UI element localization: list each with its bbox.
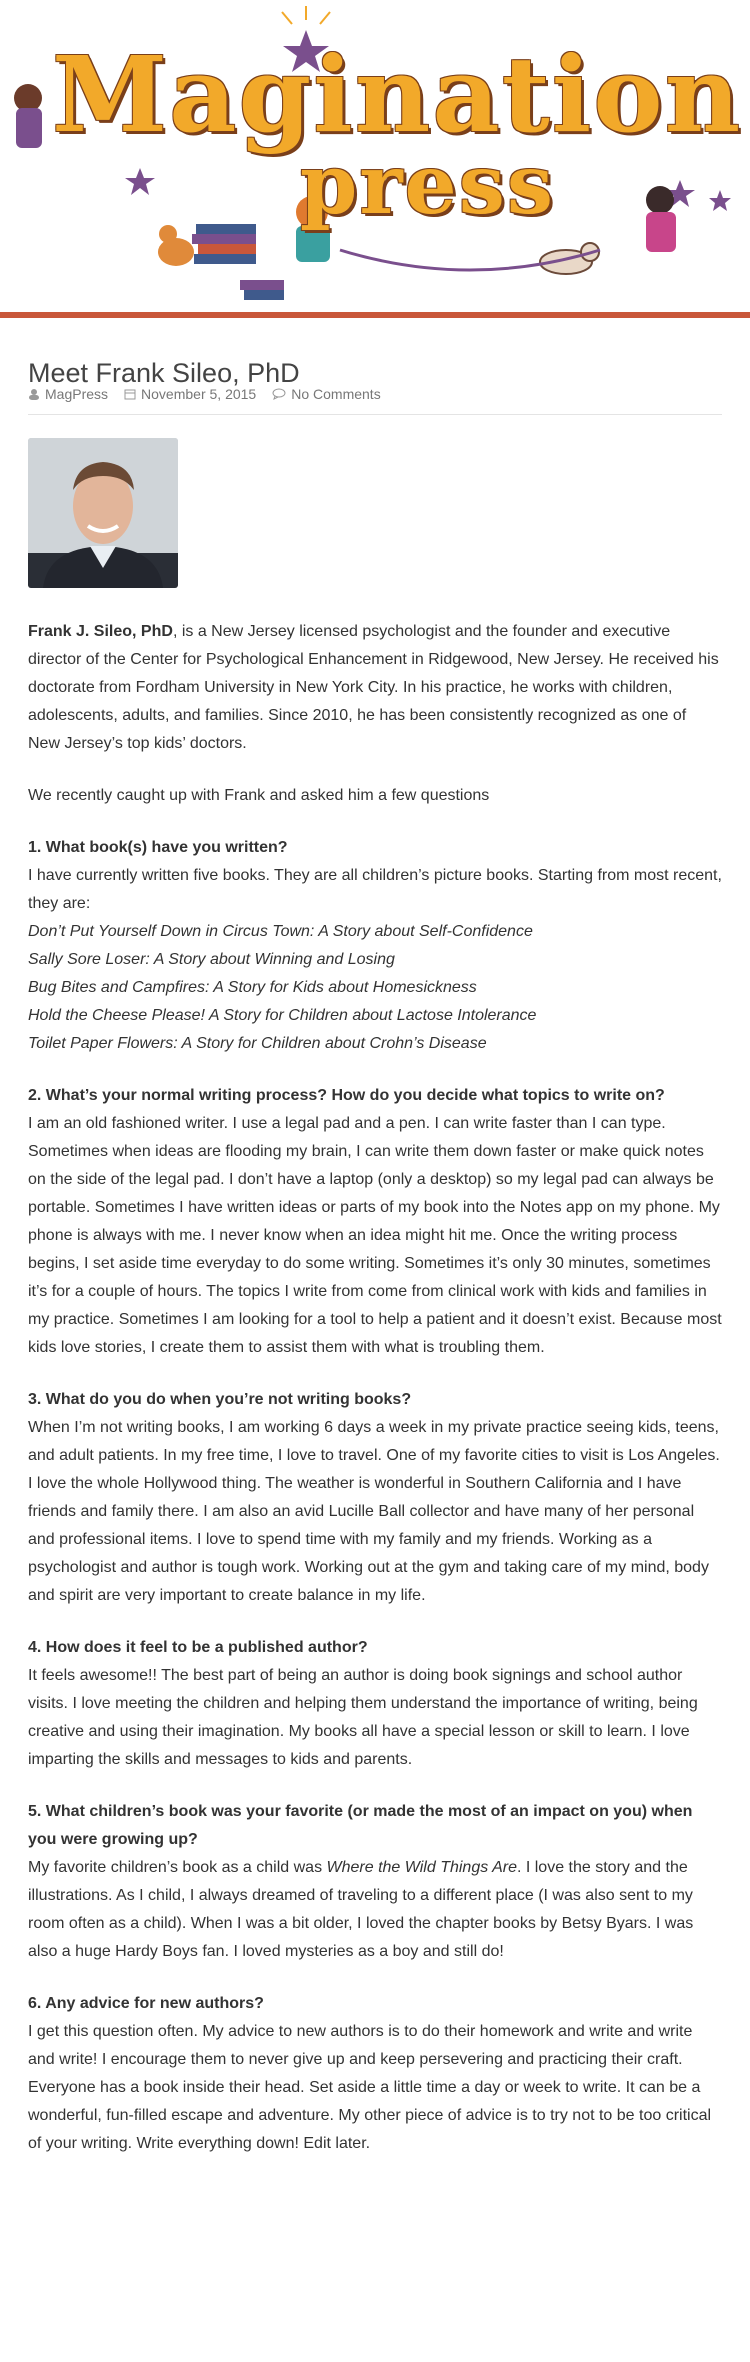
question-2: 2. What’s your normal writing process? How do you decide what topics to write on? <box>28 1087 665 1104</box>
answer-1: I have currently written five books. They are all children’s picture books. Starting from most recent, they are: <box>28 867 722 912</box>
favorite-book-title: Where the Wild Things Are <box>326 1859 517 1876</box>
post-author[interactable]: MagPress <box>45 386 109 402</box>
book-title-2: Sally Sore Loser: A Story about Winning and Losing <box>28 951 395 968</box>
book-title-3: Bug Bites and Campfires: A Story for Kids about Homesickness <box>28 979 477 996</box>
site-header <box>0 0 750 318</box>
author-bio: , is a New Jersey licensed psychologist and the founder and executive director of the Center for Psychological Enhancement in Ridgewood, New Jersey. He received his doctorate from Fordham University in New York City. In his practice, he works with children, adolescents, adults, and families. Since 2010, he has been consistently recognized as one of New Jersey’s top kids’ doctors. <box>28 623 719 752</box>
question-6: 6. Any advice for new authors? <box>28 1995 264 2012</box>
post-meta <box>28 386 381 402</box>
question-1: 1. What book(s) have you written? <box>28 839 288 856</box>
book-title-4: Hold the Cheese Please! A Story for Children about Lactose Intolerance <box>28 1007 537 1024</box>
sun-rays <box>282 6 330 24</box>
post-date[interactable]: November 5, 2015 <box>141 386 257 402</box>
author-name: Frank J. Sileo, PhD <box>28 623 173 640</box>
logo-line1[interactable]: Magination <box>52 33 743 156</box>
article-body <box>28 618 722 2182</box>
answer-6: I get this question often. My advice to new authors is to do their homework and write and write and write! I encourage them to never give up and keep persevering and practicing their craft. Everyone has a book inside their head. Set aside a little time a day or week to write. It can be a wonderful, fun-filled escape and adventure. My other piece of advice is to try not to be too critical of your writing. Write everything down! Edit later. <box>28 2023 712 2152</box>
answer-2: I am an old fashioned writer. I use a legal pad and a pen. I can write faster than I can type. Sometimes when ideas are flooding my brain, I can write them down faster or make quick notes on the side of the legal pad. I don’t have a laptop (only a desktop) so my legal pad can always be portable. Sometimes I have written ideas or parts of my book into the Notes app on my phone. My phone is always with me. I never know when an idea might hit me. Once the writing process begins, I set aside time everyday to do some writing. Sometimes it’s only 30 minutes, sometimes it’s for a couple of hours. The topics I write from come from clinical work with kids and families in my practice. Sometimes I am looking for a tool to help a patient and it doesn’t exist. Because most kids love stories, I create them to assist them with what is troubling them. <box>28 1115 722 1356</box>
answer-3: When I’m not writing books, I am working 6 days a week in my private practice seeing kids, teens, and adult patients. In my free time, I love to travel. One of my favorite cities to visit is Los Angeles. I love the whole Hollywood thing. The weather is wonderful in Southern California and I have friends and family there. I am also an avid Lucille Ball collector and have many of her personal and professional items. I love to spend time with my family and my friends. Working as a psychologist and author is tough work. Working out at the gym and taking care of my mind, body and spirit are very important to create balance in my life. <box>28 1419 720 1604</box>
post-comments-link[interactable]: No Comments <box>291 386 381 402</box>
user-icon <box>28 388 40 400</box>
post-title: Meet Frank Sileo, PhD <box>28 358 300 389</box>
question-5: 5. What children’s book was your favorite (or made the most of an impact on you) when you were growing up? <box>28 1803 693 1848</box>
cat <box>158 225 194 266</box>
book-stack <box>192 224 284 300</box>
book-title-1: Don’t Put Yourself Down in Circus Town: A Story about Self-Confidence <box>28 923 533 940</box>
logo-line2[interactable]: press <box>300 137 556 233</box>
comment-icon <box>272 388 286 400</box>
author-photo <box>28 438 178 588</box>
star-icon <box>709 190 731 211</box>
answer-5-part-b: . I love the story and the illustrations. As I child, I always dreamed of traveling to a different place (I was also sent to my room often as a child). When I was a bit older, I loved the chapter books by Betsy Byars. I was also a huge Hardy Boys fan. I loved mysteries as a boy and still do! <box>28 1859 694 1960</box>
question-4: 4. How does it feel to be a published author? <box>28 1639 368 1656</box>
question-3: 3. What do you do when you’re not writing books? <box>28 1391 412 1408</box>
intro-paragraph <box>28 618 722 758</box>
book-title-5: Toilet Paper Flowers: A Story for Children about Crohn’s Disease <box>28 1035 487 1052</box>
answer-4: It feels awesome!! The best part of being an author is doing book signings and school author visits. I love meeting the children and helping them understand the importance of writing, being creative and using their imagination. My books all have a special lesson or skill to learn. I love imparting the skills and messages to kids and parents. <box>28 1667 698 1768</box>
book-list <box>28 918 722 1058</box>
meta-divider <box>28 414 722 415</box>
kid-right <box>646 186 676 252</box>
calendar-icon <box>124 388 136 400</box>
kid-left <box>14 84 42 148</box>
intro-lead: We recently caught up with Frank and asked him a few questions <box>28 787 490 804</box>
answer-5-part-a: My favorite children’s book as a child was <box>28 1859 327 1876</box>
answer-5 <box>28 1854 722 1966</box>
star-icon <box>125 168 155 195</box>
